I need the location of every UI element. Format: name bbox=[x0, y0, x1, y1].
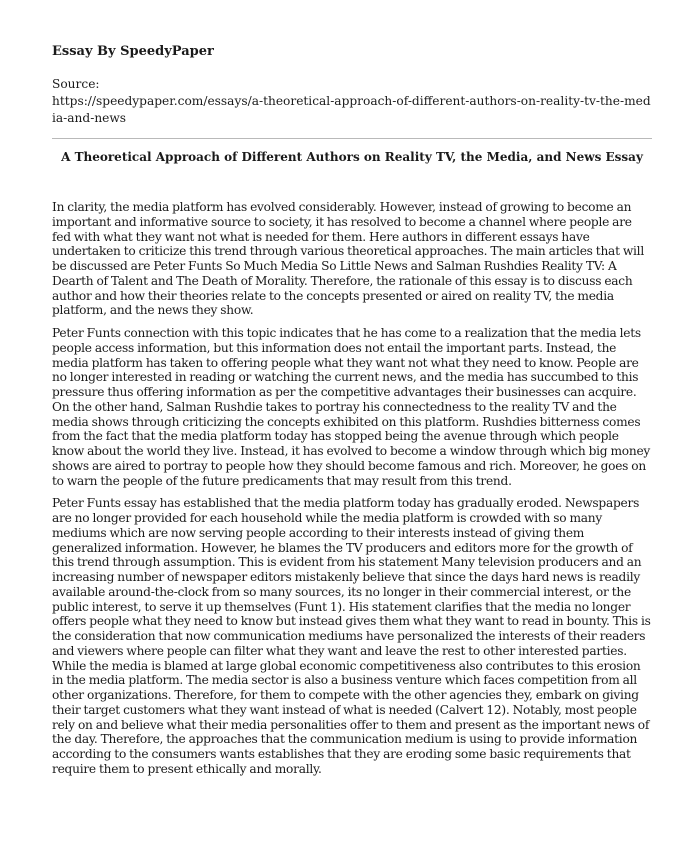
document-header-title: Essay By SpeedyPaper bbox=[52, 44, 214, 59]
header-divider bbox=[52, 138, 652, 139]
essay-paragraph-3: Peter Funts essay has established that the media platform today has gradually eroded. Newspapers are no longer provided for each household while the media platform is crowded with so many mediums which are now serving people according to their interests instead of giving them generalized information. However, he blames the TV producers and editors more for the growth of this trend through assumption. This is evident from his statement Many television producers and an increasing number of newspaper editors mistakenly believe that since the days hard news is readily available around-the-clock from so many sources, its no longer in their commercial interest, or the public interest, to serve it up themselves (Funt 1). His statement clarifies that the media no longer offers people what they need to know but instead gives them what they want to read in bounty. This is the consideration that now communication mediums have personalized the interests of their readers and viewers where people can filter what they want and leave the rest to other interested parties. While the media is blamed at large global economic competitiveness also contributes to this erosion in the media platform. The media sector is also a business venture which faces competition from all other organizations. Therefore, for them to compete with the other agencies they, embark on giving their target customers what they want instead of what is needed (Calvert 12). Notably, most people rely on and believe what their media personalities offer to them and present as the important news of the day. Therefore, the approaches that the communication medium is using to provide information according to the consumers wants establishes that they are eroding some basic requirements that require them to present ethically and morally. bbox=[52, 496, 651, 776]
essay-paragraph-1: In clarity, the media platform has evolved considerably. However, instead of growing to become an important and informative source to society, it has resolved to become a channel where people are fed with what they want not what is needed for them. Here authors in different essays have undertaken to criticize this trend through various theoretical approaches. The main articles that will be discussed are Peter Funts So Much Media So Little News and Salman Rushdies Reality TV: A Dearth of Talent and The Death of Morality. Therefore, the rationale of this essay is to discuss each author and how their theories relate to the concepts presented or aired on reality TV, the media platform, and the news they show. bbox=[52, 200, 644, 318]
source-url: https://speedypaper.com/essays/a-theoretical-approach-of-different-authors-on-reality-tv-the-media-and-news bbox=[52, 94, 651, 125]
essay-title: A Theoretical Approach of Different Authors on Reality TV, the Media, and News Essay bbox=[61, 150, 643, 164]
source-block bbox=[52, 76, 652, 127]
essay-body bbox=[52, 200, 652, 785]
essay-paragraph-2: Peter Funts connection with this topic indicates that he has come to a realization that the media lets people access information, but this information does not entail the important parts. Instead, the media platform has taken to offering people what they want not what they need to know. People are no longer interested in reading or watching the current news, and the media has succumbed to this pressure thus offering information as per the competitive advantages their businesses can acquire. On the other hand, Salman Rushdie takes to portray his connectedness to the reality TV and the media shows through criticizing the concepts exhibited on this platform. Rushdies bitterness comes from the fact that the media platform today has stopped being the avenue through which people know about the world they live. Instead, it has evolved to become a window through which big money shows are aired to portray to people how they should become famous and rich. Moreover, he goes on to warn the people of the future predicaments that may result from this trend. bbox=[52, 326, 651, 488]
source-label: Source: bbox=[52, 77, 100, 91]
